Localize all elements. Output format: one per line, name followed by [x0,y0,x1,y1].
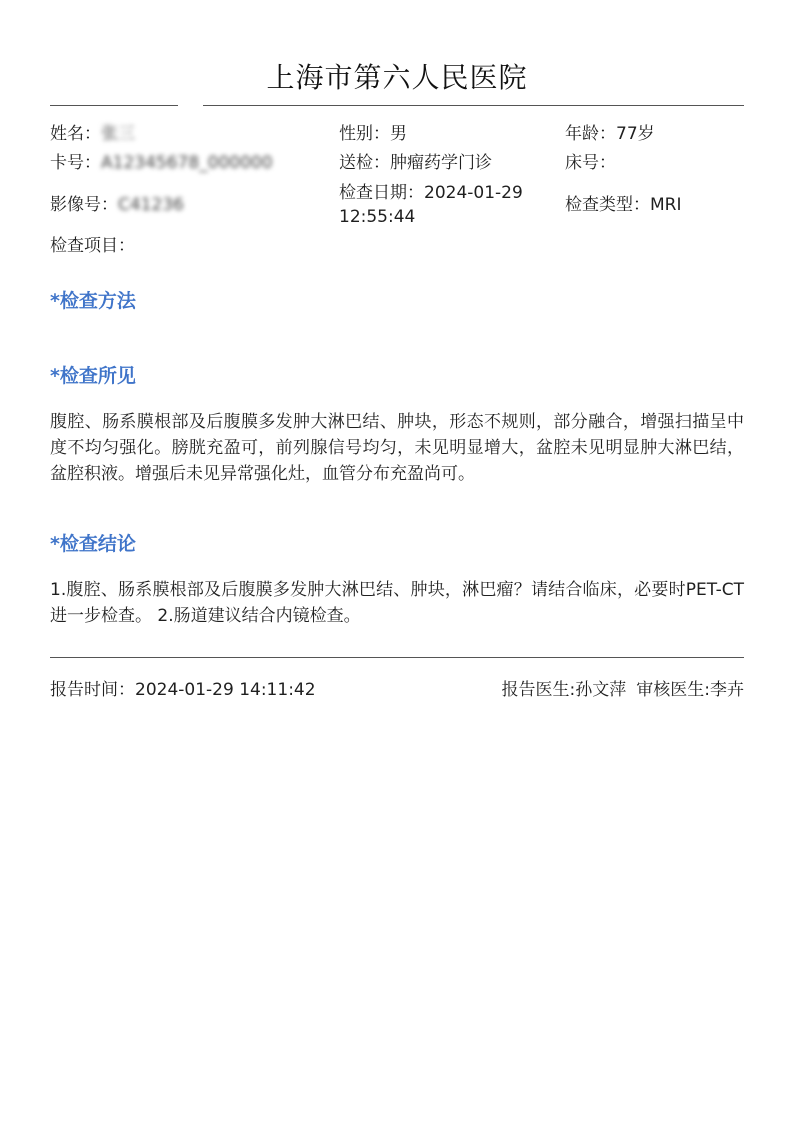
patient-name-label: 姓名： [50,124,101,144]
card-number-label: 卡号： [50,153,101,173]
exam-method-heading: *检查方法 [50,290,136,312]
header-divider-left [50,105,178,106]
hospital-title: 上海市第六人民医院 [266,61,528,94]
exam-date-field [339,181,549,229]
age-value: 77岁 [616,124,655,144]
bed-number-label: 床号： [565,153,616,173]
report-time-value: 2024-01-29 14:11:42 [135,680,316,700]
review-doctor-name: 李卉 [710,680,744,700]
image-number-field [50,193,184,217]
exam-findings-heading: *检查所见 [50,365,136,387]
gender-value: 男 [390,124,407,144]
exam-date-wrap [339,181,549,229]
patient-name-field [50,122,135,146]
image-number-value: C41236 [118,195,184,215]
footer-divider [50,657,744,658]
exam-type-label: 检查类型： [565,195,650,215]
exam-type-value: MRI [650,195,682,215]
gender-field [339,122,407,146]
image-number-label: 影像号： [50,195,118,215]
review-doctor-label: 审核医生: [636,680,710,700]
exam-findings-text: 腹腔、肠系膜根部及后腹膜多发肿大淋巴结、肿块，形态不规则，部分融合，增强扫描呈中度不均匀强化。膀胱充盈可，前列腺信号均匀，未见明显增大，盆腔未见明显肿大淋巴结，盆腔积液。增强后未见异常强化灶，血管分布充盈尚可。 [50,412,744,484]
exam-conclusion-heading: *检查结论 [50,533,136,555]
exam-date-value: 2024-01-29 12:55:44 [339,183,523,227]
doctor-signatures [502,675,744,700]
report-time-label: 报告时间： [50,680,135,700]
gender-label: 性别： [339,124,390,144]
referral-field [339,151,492,175]
referral-value: 肿瘤药学门诊 [390,153,492,173]
report-doctor-label: 报告医生: [501,680,576,700]
patient-name-value: 张三 [101,124,135,144]
age-label: 年龄： [565,124,616,144]
report-doctor-name: 孙文萍 [575,680,627,700]
age-field [565,122,655,146]
exam-type-field [565,193,682,217]
card-number-field [50,151,273,175]
exam-conclusion-text: 1.腹腔、肠系膜根部及后腹膜多发肿大淋巴结、肿块，淋巴瘤？请结合临床，必要时PET-CT进一步检查。 2.肠道建议结合内镜检查。 [50,580,744,626]
bed-number-field [565,151,616,175]
referral-label: 送检： [339,153,390,173]
report-time [50,675,316,700]
card-number-value: A12345678_000000 [101,153,273,173]
exam-date-label: 检查日期： [339,183,424,203]
exam-item-label: 检查项目： [50,236,135,256]
exam-item-field [50,234,135,258]
header-divider-right [203,105,744,106]
